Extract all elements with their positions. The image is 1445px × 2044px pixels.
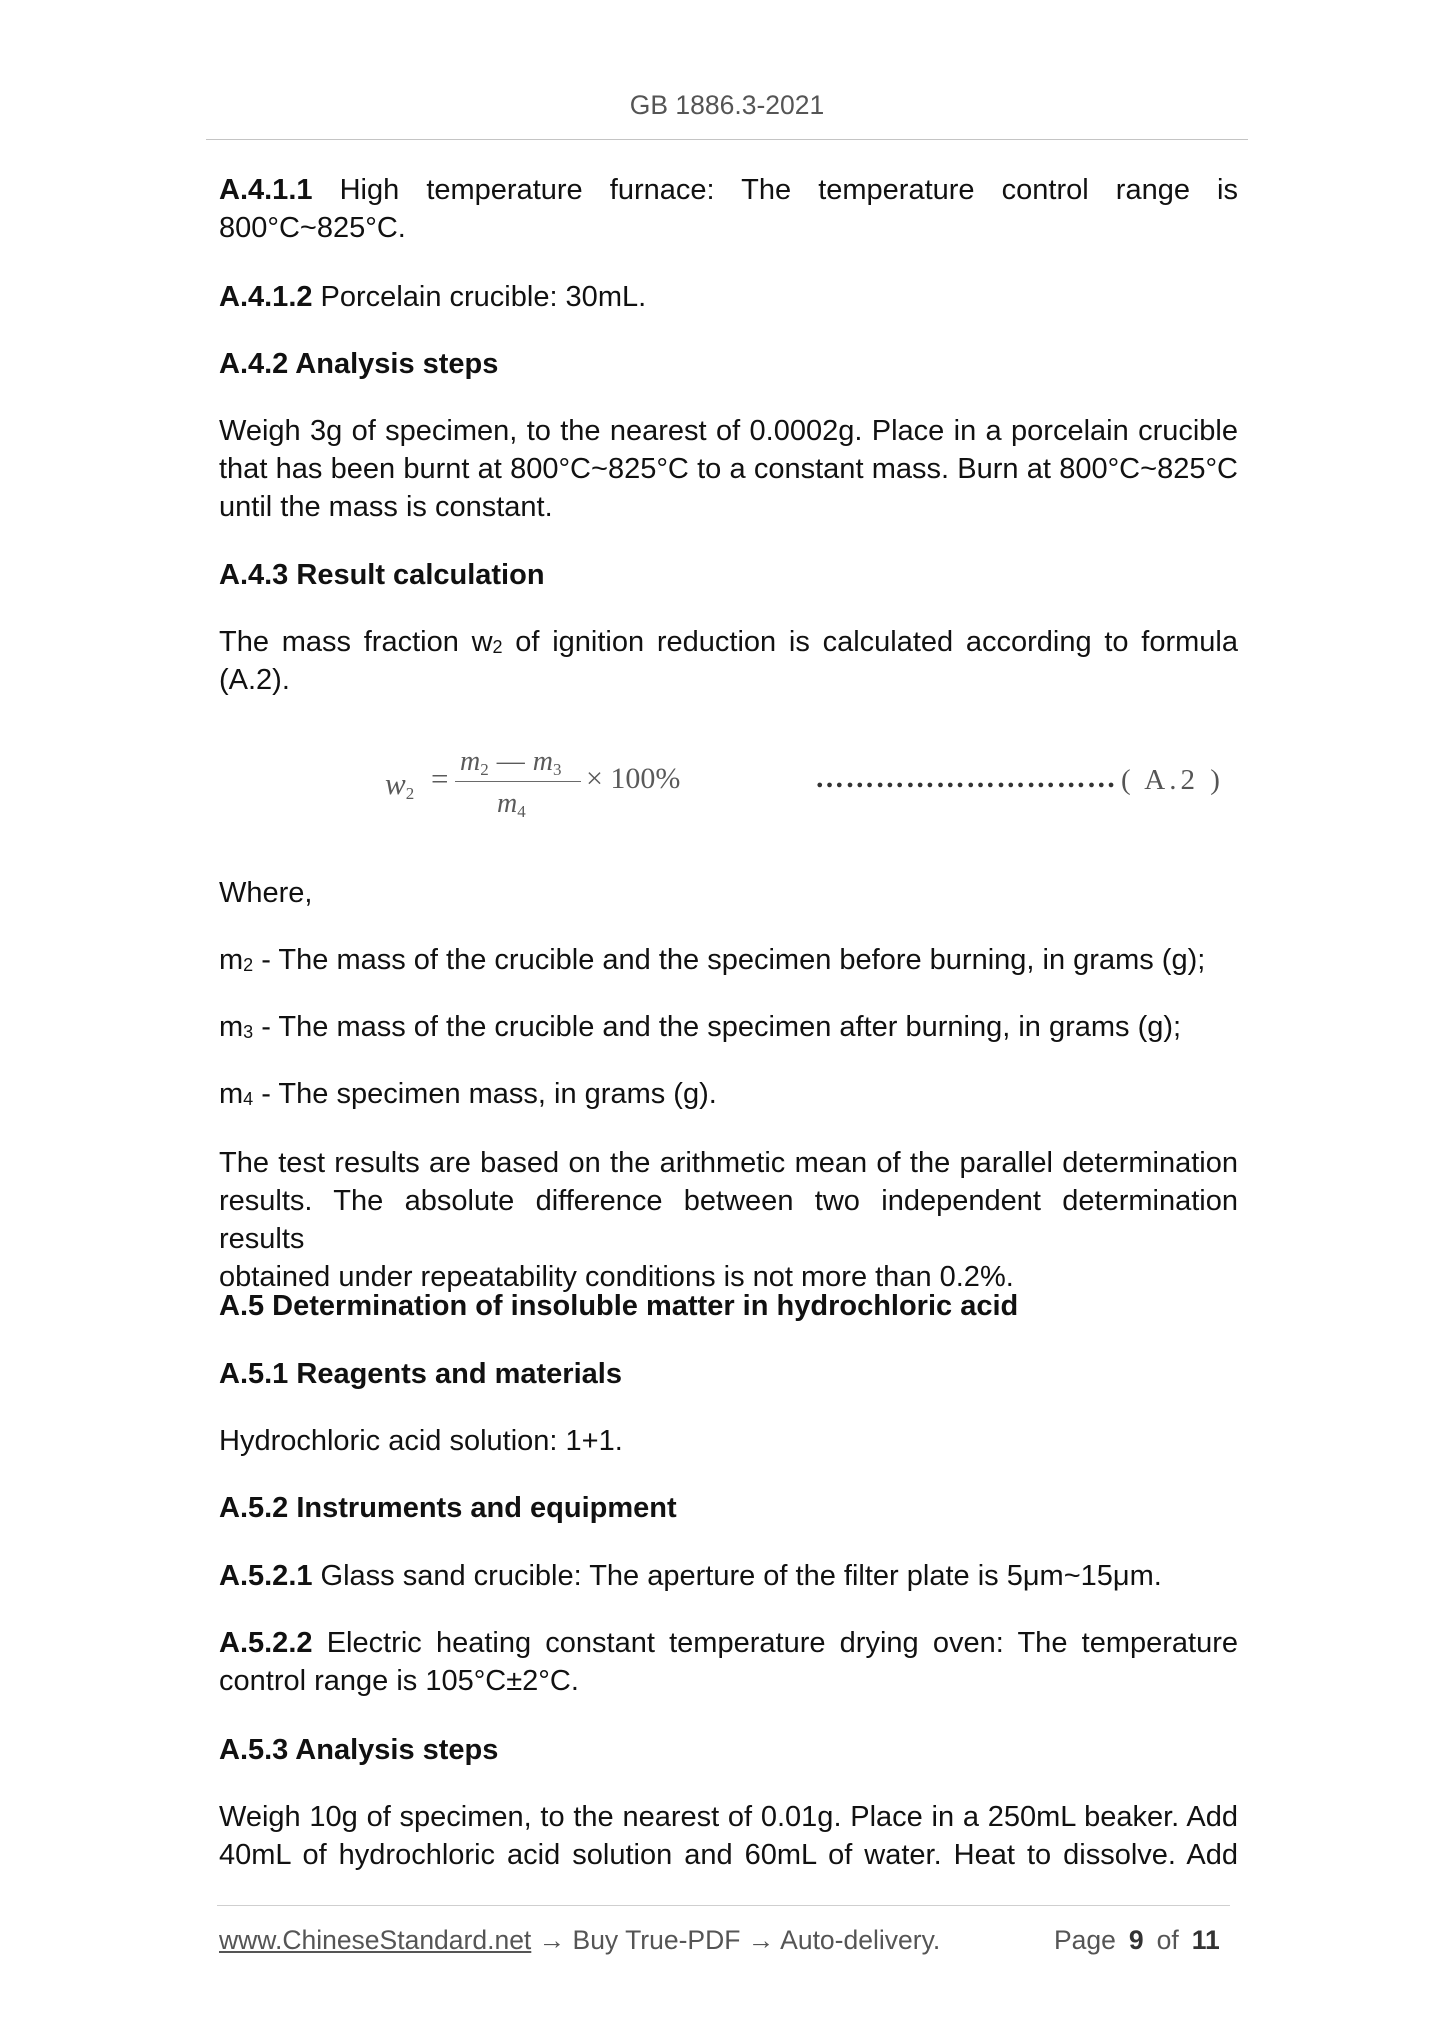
definition-text: - The mass of the crucible and the specimen after burning, in grams (g); bbox=[253, 1011, 1182, 1043]
clause-number: A.5.2.2 bbox=[219, 1627, 313, 1659]
clause-a-5-2-1-line bbox=[219, 1557, 1238, 1595]
paragraph-line: (A.2). bbox=[219, 664, 290, 696]
formula-lhs bbox=[385, 764, 414, 804]
clause-text: High temperature furnace: The temperature control range is bbox=[312, 174, 1238, 206]
clause-text: Glass sand crucible: The aperture of the filter plate is 5μm~15μm. bbox=[312, 1560, 1162, 1592]
paragraph-line: Hydrochloric acid solution: 1+1. bbox=[219, 1425, 623, 1457]
paragraph-line: until the mass is constant. bbox=[219, 491, 553, 523]
footer-promo bbox=[219, 1924, 940, 1956]
paragraph-line: results. The absolute difference between two independent determination results bbox=[219, 1185, 1238, 1255]
formula-subscript: 4 bbox=[517, 802, 526, 821]
formula-fraction-bar bbox=[455, 781, 581, 782]
heading-a-5-1: A.5.1 Reagents and materials bbox=[219, 1358, 622, 1390]
heading-a-5-3: A.5.3 Analysis steps bbox=[219, 1734, 499, 1766]
definition-m4 bbox=[219, 1075, 1238, 1113]
header-divider bbox=[206, 139, 1248, 140]
clause-a-4-1-1 bbox=[219, 171, 1238, 247]
page-label: Page bbox=[1054, 1925, 1116, 1955]
where-label bbox=[219, 874, 1238, 912]
formula-denominator bbox=[497, 786, 526, 822]
page-header-title: GB 1886.3-2021 bbox=[629, 90, 825, 120]
total-pages: 11 bbox=[1191, 1925, 1220, 1955]
paragraph-test-results bbox=[219, 1144, 1238, 1296]
paragraph-line: Weigh 3g of specimen, to the nearest of 0.0002g. Place in a porcelain crucible bbox=[219, 415, 1238, 447]
paragraph-line bbox=[219, 623, 1238, 661]
formula-subscript: 2 bbox=[405, 784, 415, 803]
definition-symbol: m bbox=[219, 944, 244, 976]
paragraph-line: Where, bbox=[219, 877, 313, 909]
paragraph-mass-fraction-intro bbox=[219, 623, 1238, 699]
definition-subscript: 2 bbox=[243, 955, 254, 975]
clause-a-5-2-2-line-2: control range is 105°C±2°C. bbox=[219, 1665, 579, 1697]
definition-line bbox=[219, 1008, 1238, 1046]
paragraph-analysis-steps-a-4-2 bbox=[219, 412, 1238, 526]
clause-text: Electric heating constant temperature drying oven: The temperature bbox=[312, 1627, 1238, 1659]
clause-a-4-1-1-line-2: 800°C~825°C. bbox=[219, 212, 406, 244]
formula-variable: m bbox=[497, 788, 518, 819]
definition-text: - The mass of the crucible and the specimen before burning, in grams (g); bbox=[253, 944, 1206, 976]
paragraph-reagents bbox=[219, 1422, 1238, 1460]
clause-number: A.4.1.1 bbox=[219, 174, 313, 206]
definition-text: - The specimen mass, in grams (g). bbox=[253, 1078, 717, 1110]
formula-variable: m bbox=[460, 746, 481, 777]
definition-line bbox=[219, 1075, 1238, 1113]
page-of-label: of bbox=[1156, 1925, 1179, 1955]
definition-subscript: 3 bbox=[243, 1022, 254, 1042]
formula-times-percent: × 100% bbox=[586, 762, 681, 795]
clause-a-4-1-1-line-1 bbox=[219, 171, 1238, 209]
formula-variable: m bbox=[532, 746, 553, 777]
clause-a-4-1-2 bbox=[219, 278, 1238, 316]
heading-a-5-2: A.5.2 Instruments and equipment bbox=[219, 1492, 677, 1524]
footer-promo-text: → Buy True-PDF → Auto-delivery. bbox=[531, 1925, 941, 1955]
paragraph-line: Weigh 10g of specimen, to the nearest of 0.01g. Place in a 250mL beaker. Add bbox=[219, 1801, 1238, 1833]
formula-numerator bbox=[460, 744, 561, 780]
page-number bbox=[1054, 1924, 1220, 1956]
heading-a-5: A.5 Determination of insoluble matter in hydrochloric acid bbox=[219, 1290, 1019, 1322]
clause-number: A.4.1.2 bbox=[219, 281, 313, 313]
definition-m2 bbox=[219, 941, 1238, 979]
definition-subscript: 4 bbox=[243, 1089, 254, 1109]
definition-symbol: m bbox=[219, 1078, 244, 1110]
paragraph-line: 40mL of hydrochloric acid solution and 60mL of water. Heat to dissolve. Add bbox=[219, 1839, 1238, 1871]
clause-a-4-1-2-line bbox=[219, 278, 1238, 316]
definition-m3 bbox=[219, 1008, 1238, 1046]
formula-subscript: 2 bbox=[480, 760, 489, 779]
clause-a-5-2-1 bbox=[219, 1557, 1238, 1595]
paragraph-line: obtained under repeatability conditions is not more than 0.2%. bbox=[219, 1261, 1014, 1293]
formula-variable: w bbox=[385, 766, 406, 801]
definition-symbol: m bbox=[219, 1011, 244, 1043]
clause-a-5-2-2 bbox=[219, 1624, 1238, 1700]
paragraph-line: The test results are based on the arithmetic mean of the parallel determination bbox=[219, 1147, 1238, 1179]
formula-leader-dots: ………………………… bbox=[815, 762, 1117, 794]
formula-equals: = bbox=[431, 761, 449, 796]
clause-a-5-2-2-line-1 bbox=[219, 1624, 1238, 1662]
heading-a-4-2: A.4.2 Analysis steps bbox=[219, 348, 499, 380]
intro-text-post: of ignition reduction is calculated according to formula bbox=[502, 626, 1238, 658]
paragraph-analysis-steps-a-5-3 bbox=[219, 1798, 1238, 1874]
heading-a-4-3: A.4.3 Result calculation bbox=[219, 559, 545, 591]
clause-text: Porcelain crucible: 30mL. bbox=[312, 281, 647, 313]
formula-subscript: 3 bbox=[552, 760, 562, 779]
current-page-number: 9 bbox=[1128, 1925, 1144, 1955]
clause-number: A.5.2.1 bbox=[219, 1560, 313, 1592]
formula-minus: — bbox=[496, 746, 525, 777]
intro-text-pre: The mass fraction w bbox=[219, 626, 493, 658]
definition-line bbox=[219, 941, 1238, 979]
intro-subscript: 2 bbox=[492, 637, 503, 657]
footer-divider bbox=[217, 1905, 1230, 1906]
footer-website-link[interactable]: www.ChineseStandard.net bbox=[219, 1925, 532, 1955]
formula-label: ( A.2 ) bbox=[1121, 764, 1224, 796]
paragraph-line: that has been burnt at 800°C~825°C to a constant mass. Burn at 800°C~825°C bbox=[219, 453, 1238, 485]
